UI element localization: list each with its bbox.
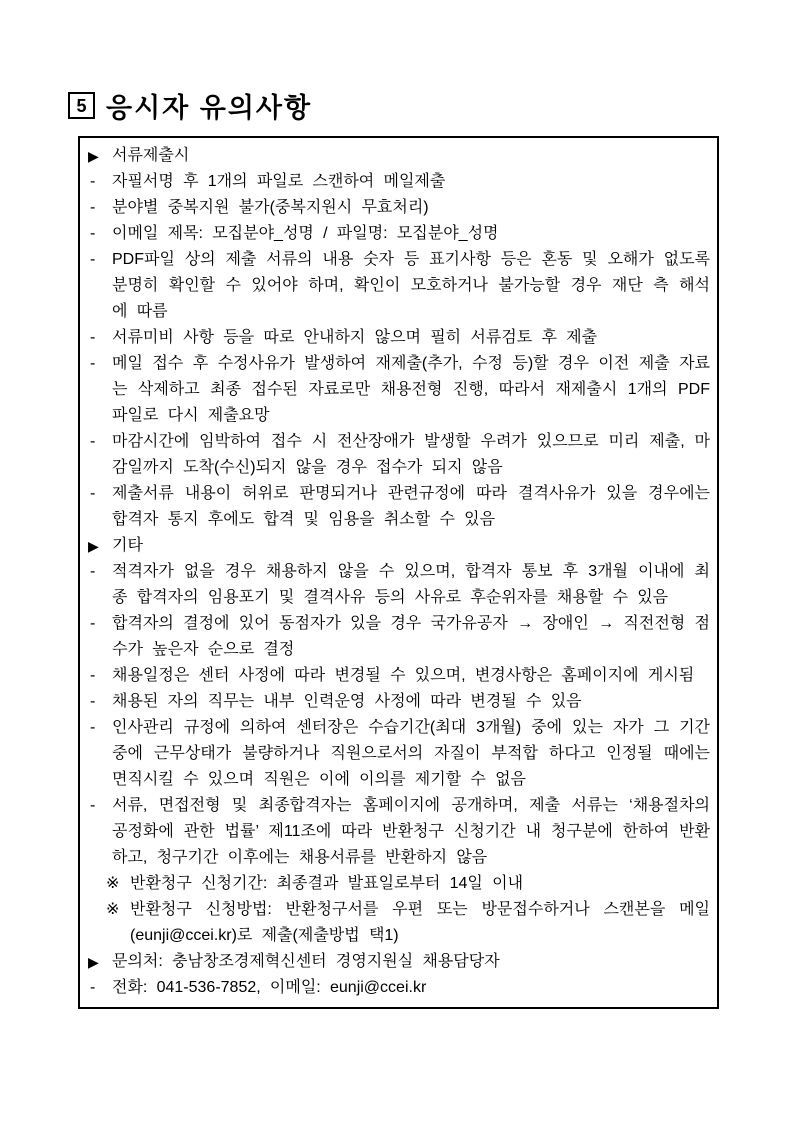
item-text: 반환청구 신청기간: 최종결과 발표일로부터 14일 이내 [130,875,524,892]
notice-item [88,975,710,1001]
item-text: 마감시간에 임박하여 접수 시 전산장애가 발생할 우려가 있으므로 미리 제출, 마감일까지 도착(수신)되지 않을 경우 접수가 되지 않음 [112,433,710,476]
item-text: PDF파일 상의 제출 서류의 내용 숫자 등 표기사항 등은 혼동 및 오해가 없도록 분명히 확인할 수 있어야 하며, 확인이 모호하거나 불가능할 경우 재단 측 해석에 따름 [112,251,710,320]
notice-item [88,559,710,611]
notice-note [88,871,710,897]
dash-bullet-icon: - [90,485,96,502]
item-text: 적격자가 없을 경우 채용하지 않을 수 있으며, 합격자 통보 후 3개월 이내에 최종 합격자의 임용포기 및 결격사유 등의 사유로 후순위자를 채용할 수 있음 [112,563,710,606]
reference-mark-icon: ※ [106,901,120,918]
triangle-bullet-icon: ▶ [88,538,99,554]
notice-item [88,325,710,351]
item-text: 제출서류 내용이 허위로 판명되거나 관련규정에 따라 결격사유가 있을 경우에는 합격자 통지 후에도 합격 및 임용을 취소할 수 있음 [112,485,710,528]
notice-item [88,611,710,663]
notice-item [88,689,710,715]
dash-bullet-icon: - [90,329,96,346]
triangle-bullet-icon: ▶ [88,954,99,970]
item-text: 전화: 041-536-7852, 이메일: eunji@ccei.kr [112,979,427,996]
triangle-bullet-icon: ▶ [88,148,99,164]
notice-section-header [88,949,710,975]
dash-bullet-icon: - [90,355,96,372]
notice-item [88,195,710,221]
item-text: 채용된 자의 직무는 내부 인력운영 사정에 따라 변경될 수 있음 [112,693,582,710]
dash-bullet-icon: - [90,615,96,632]
notice-section-header [88,533,710,559]
title-number-box: 5 [68,92,95,119]
dash-bullet-icon: - [90,199,96,216]
item-text: 서류, 면접전형 및 최종합격자는 홈페이지에 공개하며, 제출 서류는 ‘채용절차의 공정화에 관한 법률’ 제11조에 따라 반환청구 신청기간 내 청구분에 한하여 반환하고, 청구기간 이후에는 채용서류를 반환하지 않음 [112,797,710,866]
notice-item [88,221,710,247]
notice-item [88,247,710,325]
notice-item [88,169,710,195]
notice-item [88,793,710,871]
item-text: 메일 접수 후 수정사유가 발생하여 재제출(추가, 수정 등)할 경우 이전 제출 자료는 삭제하고 최종 접수된 자료로만 채용전형 진행, 따라서 재제출시 1개의 PDF파일로 다시 제출요망 [112,355,710,424]
item-text: 분야별 중복지원 불가(중복지원시 무효처리) [112,199,429,216]
item-text: 자필서명 후 1개의 파일로 스캔하여 메일제출 [112,173,446,190]
dash-bullet-icon: - [90,433,96,450]
reference-mark-icon: ※ [106,875,120,892]
notice-note [88,897,710,949]
dash-bullet-icon: - [90,667,96,684]
notice-item [88,351,710,429]
dash-bullet-icon: - [90,979,96,996]
dash-bullet-icon: - [90,797,96,814]
dash-bullet-icon: - [90,693,96,710]
dash-bullet-icon: - [90,173,96,190]
dash-bullet-icon: - [90,719,96,736]
item-text: 채용일정은 센터 사정에 따라 변경될 수 있으며, 변경사항은 홈페이지에 게시됨 [112,667,695,684]
item-text: 기타 [112,537,143,554]
notice-item [88,481,710,533]
item-text: 서류제출시 [112,147,190,164]
notice-box [78,136,719,1009]
item-text: 반환청구 신청방법: 반환청구서를 우편 또는 방문접수하거나 스캔본을 메일 (eunji@ccei.kr)로 제출(제출방법 택1) [130,901,710,944]
dash-bullet-icon: - [90,563,96,580]
item-text: 합격자의 결정에 있어 동점자가 있을 경우 국가유공자 → 장애인 → 직전전형 점수가 높은자 순으로 결정 [112,615,710,658]
notice-item [88,429,710,481]
item-text: 인사관리 규정에 의하여 센터장은 수습기간(최대 3개월) 중에 있는 자가 그 기간 중에 근무상태가 불량하거나 직원으로서의 자질이 부적합 하다고 인정될 때에는 면직시킬 수 있으며 직원은 이에 이의를 제기할 수 없음 [112,719,710,788]
item-text: 이메일 제목: 모집분야_성명 / 파일명: 모집분야_성명 [112,225,499,242]
dash-bullet-icon: - [90,251,96,268]
title-label: 응시자 유의사항 [106,93,313,123]
notice-section-header [88,143,710,169]
notice-item [88,663,710,689]
item-text: 문의처: 충남창조경제혁신센터 경영지원실 채용담당자 [112,953,500,970]
notice-item [88,715,710,793]
page-title [68,86,312,125]
dash-bullet-icon: - [90,225,96,242]
item-text: 서류미비 사항 등을 따로 안내하지 않으며 필히 서류검토 후 제출 [112,329,598,346]
